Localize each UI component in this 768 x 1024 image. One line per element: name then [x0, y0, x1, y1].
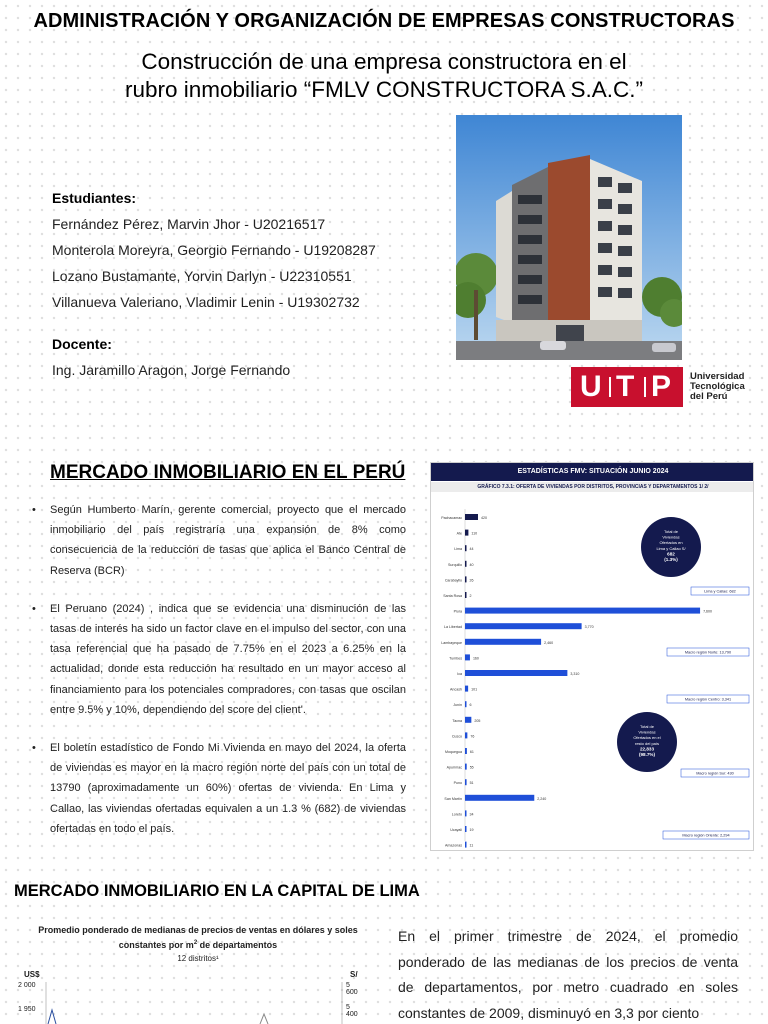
fmv-circle-lima-text: Lima y Callao S/: [656, 545, 686, 551]
fmv-value-label: 61: [469, 750, 474, 754]
right-tick: 5 400: [346, 1004, 358, 1018]
fmv-bar: [465, 795, 534, 801]
fmv-circle-rest-text: (98.7%): [638, 752, 656, 757]
fmv-circle-rest-text: 22,833: [639, 746, 655, 752]
fmv-category-label: Santa Rosa: [443, 594, 462, 598]
fmv-bar: [465, 748, 467, 754]
fmv-value-label: 11: [469, 843, 474, 848]
fmv-region-box-text: Macro región Norte: 13,790: [684, 650, 732, 655]
fmv-value-label: 2,460: [544, 640, 554, 645]
lima-paragraph: En el primer trimestre de 2024, el promedio ponderado de las medianas de los precios de venta de departamentos, por metro cuadrado en soles constantes de 2009, disminuyó en 3,3 por ciento: [398, 928, 738, 1021]
fmv-bar: [465, 561, 467, 567]
utp-logo-mark: [571, 367, 683, 407]
students-label: Estudiantes:: [52, 190, 137, 206]
fmv-category-label: San Martín: [444, 796, 462, 801]
fmv-category-label: Piura: [453, 609, 462, 614]
fmv-value-label: 110: [471, 531, 478, 536]
fmv-region-box-text: Macro región Oriente: 2,294: [682, 833, 730, 838]
left-tick: 1 950: [18, 1006, 36, 1013]
fmv-value-label: 2,240: [537, 796, 547, 801]
fmv-bar: [465, 514, 478, 520]
fmv-region-box-text: Macro región Centro: 3,341: [684, 697, 732, 702]
teacher-label: Docente:: [52, 336, 112, 352]
fmv-value-label: 51: [469, 781, 474, 786]
fmv-category-label: Tumbes: [449, 656, 462, 661]
fmv-bar: [465, 764, 467, 770]
fmv-value-label: 101: [471, 687, 478, 692]
fmv-circle-lima-text: Ofertados en: [659, 540, 683, 546]
fmv-bar: [465, 686, 468, 692]
page-title: ADMINISTRACIÓN Y ORGANIZACIÓN DE EMPRESAS CONSTRUCTORAS: [33, 10, 735, 32]
utp-letter-t: T: [616, 370, 635, 403]
people-block: [52, 190, 432, 378]
student-1: Fernández Pérez, Marvin Jhor - U20216517: [52, 216, 326, 232]
section-title-peru: MERCADO INMOBILIARIO EN EL PERÚ: [50, 462, 406, 483]
utp-letter-u: U: [580, 370, 602, 403]
fmv-circle-rest-text: Total de: [639, 724, 655, 729]
fmv-value-label: 19: [469, 828, 474, 832]
fmv-category-label: Cusco: [451, 734, 462, 739]
fmv-value-label: 2: [469, 594, 472, 598]
fmv-chart-plot: [431, 463, 754, 851]
right-tick: 5 600: [346, 982, 358, 996]
fmv-bar: [465, 545, 467, 551]
fmv-value-label: 3,310: [570, 672, 580, 676]
fmv-value-label: 420: [480, 516, 487, 520]
fmv-circle-rest-text: Viviendas: [638, 729, 656, 735]
fmv-bar: [465, 842, 467, 848]
left-tick: 2 000: [18, 982, 36, 989]
fmv-value-label: 7,600: [703, 609, 713, 614]
fmv-value-label: 34: [469, 812, 474, 817]
student-2: Monterola Moreyra, Georgio Fernando - U19208287: [52, 242, 376, 258]
fmv-circle-rest-text: Ofertados en el: [633, 735, 661, 741]
fmv-bar: [465, 732, 467, 738]
fmv-circle-lima-text: (1.3%): [664, 557, 678, 562]
fmv-category-label: Ica: [457, 672, 462, 676]
fmv-value-label: 3,770: [584, 625, 594, 630]
fmv-bar: [465, 826, 467, 832]
fmv-category-label: Ucayali: [450, 828, 462, 832]
fmv-category-label: La Libertad: [444, 625, 462, 630]
fmv-category-label: Lima: [454, 547, 462, 552]
fmv-category-label: Apurímac: [446, 765, 462, 770]
fmv-bar: [465, 592, 467, 598]
fmv-category-label: Tacna: [452, 718, 462, 723]
fmv-bar: [465, 576, 467, 582]
fmv-bar: [465, 530, 468, 536]
fmv-bar: [465, 670, 567, 676]
student-4: Villanueva Valeriano, Vladimir Lenin - U19302732: [52, 294, 360, 310]
fmv-chart-subheader: GRÁFICO 7.3.1: OFERTA DE VIVIENDAS POR DISTRITOS, PROVINCIAS Y DEPARTAMENTOS 1/ 2/: [431, 482, 754, 492]
fmv-region-box-text: Macro región Sur: 430: [696, 771, 734, 776]
fmv-bar: [465, 779, 467, 785]
fmv-value-label: 44: [469, 547, 474, 552]
utp-logo: [571, 367, 746, 407]
fmv-bar: [465, 717, 471, 723]
fmv-category-label: Junín: [453, 703, 462, 708]
bullet-item: • El boletín estadístico de Fondo Mi Vivienda en mayo del 2024, la oferta de viviendas es mayor en la macro región norte del país con un total de 13790 (aproximadamente un 60%) ofertas de vivienda. En Lima y Callao, las viviendas ofertadas equivalen a un 1.3 % (682) de viviendas ofertadas en todo el país.: [32, 742, 406, 835]
fmv-value-label: 55: [469, 765, 474, 770]
fmv-category-label: Pachacamac: [441, 516, 462, 520]
fmv-value-label: 160: [472, 656, 479, 661]
fmv-region-box-text: Lima y Callao: 682: [704, 589, 736, 594]
fmv-category-label: Surquillo: [448, 562, 462, 567]
left-axis-unit: US$: [24, 970, 40, 979]
bullet-list: [32, 500, 406, 857]
fmv-bar: [465, 701, 467, 707]
fmv-circle-rest-text: resto del país: [634, 740, 660, 746]
fmv-bar: [465, 623, 582, 629]
utp-logo-text: Universidad Tecnológica del Perú: [690, 371, 745, 402]
fmv-chart-header: ESTADÍSTICAS FMV: SITUACIÓN JUNIO 2024: [431, 463, 754, 481]
fmv-category-label: Moquegua: [445, 750, 462, 754]
lima-chart-title: Promedio ponderado de medianas de precios de ventas en dólares y soles constantes por $m^2$ de departamentos: [38, 925, 358, 950]
fmv-circle-lima-text: 682: [667, 551, 675, 557]
fmv-bar: [465, 810, 467, 816]
bullet-item: • Según Humberto Marín, gerente comercial, proyecto que el mercado inmobiliario del país registraría una expansión de 8% como consecuencia de la reducción de tasas que aplica el Banco Central de Reserva (BCR): [32, 504, 406, 577]
fmv-category-label: Ate: [456, 531, 462, 536]
page-subtitle: [84, 48, 684, 104]
subtitle-line-1: Construcción de una empresa constructora en el: [141, 49, 627, 74]
fmv-category-label: Carabayllo: [444, 578, 462, 583]
student-3: Lozano Bustamante, Yorvin Darlyn - U22310551: [52, 268, 352, 284]
fmv-circle-lima-text: Viviendas: [662, 534, 680, 540]
fmv-bar: [465, 654, 470, 660]
fmv-value-label: 205: [474, 718, 481, 723]
fmv-value-label: 6: [469, 703, 472, 708]
lima-chart-subtitle: 12 distritos¹: [177, 954, 219, 963]
utp-letter-p: P: [651, 370, 672, 403]
fmv-category-label: Loreto: [451, 812, 462, 817]
fmv-category-label: Amazonas: [445, 843, 462, 848]
fmv-value-label: 76: [470, 734, 475, 739]
fmv-category-label: Ancash: [450, 687, 462, 692]
lima-chart-lines: [14, 920, 360, 1024]
right-axis-unit: S/: [350, 970, 358, 979]
building-photo: [456, 115, 682, 360]
fmv-chart: [430, 462, 754, 851]
subtitle-line-2: rubro inmobiliario “FMLV CONSTRUCTORA S.A.C.”: [124, 77, 644, 102]
fmv-value-label: 26: [469, 578, 474, 583]
fmv-bar: [465, 608, 700, 614]
teacher-name: Ing. Jaramillo Aragon, Jorge Fernando: [52, 362, 291, 378]
bullet-item: • El Peruano (2024) , indica que se evidencia una disminución de las tasas de interés ha sido un factor clave en el impulso del sector, con una tasa referencial que ha pasado de 7.75% en el 2023 a 6.25% en la actualidad, donde esta reducción ha resultado en un mayor acceso al financiamiento para los potenciales compradores, con tasas que oscilan entre 9.5% y 10%, dependiendo del score del client'.: [32, 602, 406, 716]
fmv-value-label: 40: [469, 562, 474, 567]
lima-price-chart: [14, 920, 360, 1024]
fmv-bar: [465, 639, 541, 645]
fmv-circle-lima-text: Total de: [663, 529, 679, 534]
fmv-category-label: Puno: [453, 781, 462, 786]
fmv-category-label: Lambayeque: [441, 640, 462, 645]
section-title-lima: MERCADO INMOBILIARIO EN LA CAPITAL DE LIMA: [14, 882, 420, 900]
